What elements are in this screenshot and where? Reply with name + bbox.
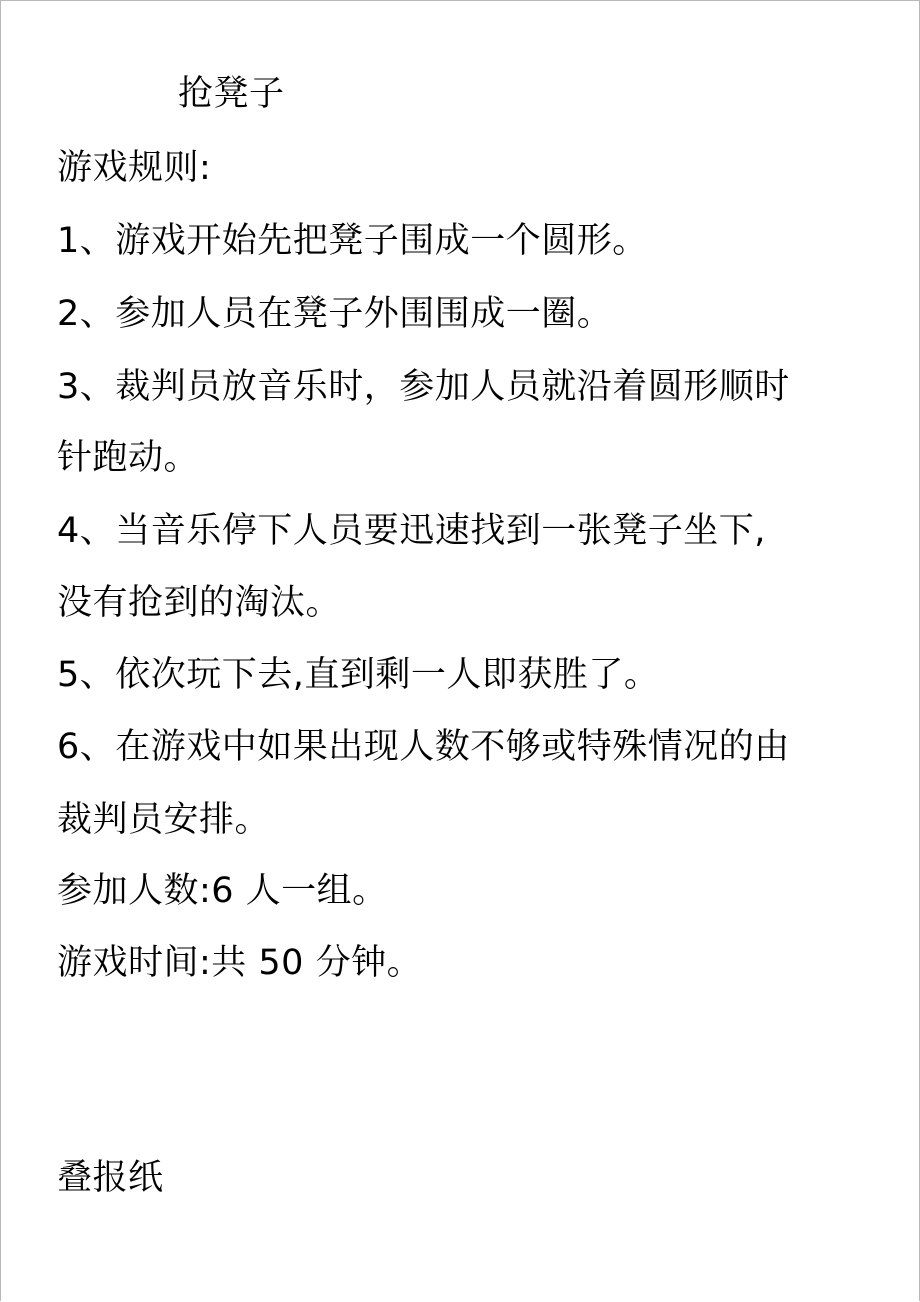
rule-line-6: 6、在游戏中如果出现人数不够或特殊情况的由: [57, 727, 790, 767]
rule-line-1: 1、游戏开始先把凳子围成一个圆形。: [57, 221, 648, 261]
page-title: 抢凳子: [178, 74, 285, 114]
rule-line-4: 4、当音乐停下人员要迅速找到一张凳子坐下,: [57, 511, 766, 551]
rule-line-2: 2、参加人员在凳子外围围成一圈。: [57, 294, 613, 334]
rule-line-4-continued: 没有抢到的淘汰。: [57, 583, 342, 623]
rule-line-3-continued: 针跑动。: [57, 438, 200, 478]
participants-line: 参加人数:6 人一组。: [57, 871, 388, 911]
duration-line: 游戏时间:共 50 分钟。: [57, 943, 423, 983]
rule-line-3: 3、裁判员放音乐时，参加人员就沿着圆形顺时: [57, 367, 790, 407]
rule-line-5: 5、依次玩下去,直到剩一人即获胜了。: [57, 655, 660, 695]
rules-heading: 游戏规则:: [57, 148, 212, 188]
rule-line-6-continued: 裁判员安排。: [57, 800, 271, 840]
next-section-title: 叠报纸: [57, 1158, 164, 1198]
